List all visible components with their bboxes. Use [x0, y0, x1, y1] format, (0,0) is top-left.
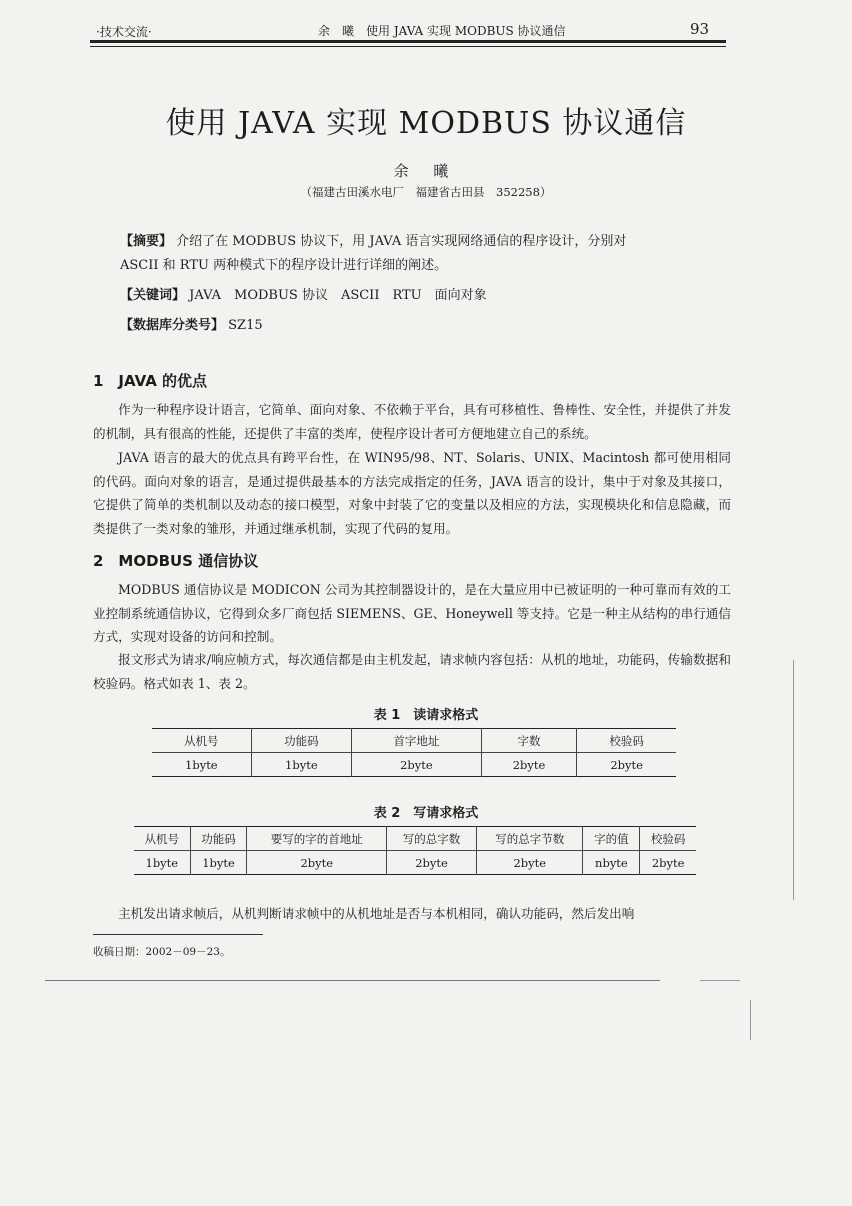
- running-title: 余 曦 使用 JAVA 实现 MODBUS 协议通信: [318, 24, 566, 38]
- section-heading: 2 MODBUS 通信协议: [93, 552, 259, 570]
- classification-text: SZ15: [228, 318, 263, 333]
- table-header-cell: 功能码: [190, 827, 247, 851]
- page-number: 93: [690, 20, 710, 38]
- table-header-cell: 校验码: [640, 827, 696, 851]
- table-cell: 1byte: [152, 753, 251, 777]
- classification: [120, 314, 263, 333]
- table-row: [152, 753, 676, 777]
- table-header-cell: 写的总字数: [387, 827, 477, 851]
- scan-edge-line: [700, 980, 740, 981]
- paragraph: MODBUS 通信协议是 MODICON 公司为其控制器设计的，是在大量应用中已被证明的一种可靠而有效的工业控制系统通信协议，它得到众多厂商包括 SIEMENS、GE、Honeywell 等支持。它是一种主从结构的串行通信方式，实现对设备的访问和控制。: [93, 582, 731, 644]
- table-cell: 2byte: [352, 753, 482, 777]
- table-cell: 2byte: [481, 753, 577, 777]
- table-cell: 2byte: [247, 851, 387, 875]
- scan-edge-line: [45, 980, 660, 981]
- table-cell: nbyte: [583, 851, 640, 875]
- footnote: 收稿日期：2002－09－23。: [93, 946, 231, 958]
- keywords-label: 【关键词】: [120, 288, 186, 303]
- table-cell: 1byte: [134, 851, 190, 875]
- keywords: [120, 284, 487, 303]
- section-heading: 1 JAVA 的优点: [93, 372, 208, 390]
- abstract: [120, 230, 626, 249]
- abstract-text-line2: ASCII 和 RTU 两种模式下的程序设计进行详细的阐述。: [120, 258, 448, 273]
- paragraph: JAVA 语言的最大的优点具有跨平台性，在 WIN95/98、NT、Solaris、UNIX、Macintosh 都可使用相同的代码。面向对象的语言，是通过提供最基本的方法完成指定的任务，JAVA 语言的设计，集中于对象及其接口，它提供了简单的类机制以及动态的接口模型，对象中封装了它的变量以及相应的方法，实现模块化和信息隐藏，而类提供了一类对象的雏形，并通过继承机制，实现了代码的复用。: [93, 450, 731, 536]
- footnote-rule: [93, 934, 263, 935]
- header-rule-thin: [90, 46, 726, 47]
- table-cell: 1byte: [190, 851, 247, 875]
- table-cell: 2byte: [640, 851, 696, 875]
- table-cell: 2byte: [477, 851, 583, 875]
- article-title: 使用 JAVA 实现 MODBUS 协议通信: [165, 106, 687, 141]
- table-header-cell: 从机号: [152, 729, 251, 753]
- table-header-cell: 首字地址: [352, 729, 482, 753]
- table-cell: 2byte: [577, 753, 676, 777]
- header-rule-thick: [90, 40, 726, 43]
- author-affiliation: （福建古田溪水电厂 福建省古田县 352258）: [300, 185, 552, 199]
- scan-margin-mark: [793, 660, 794, 900]
- paragraph: 作为一种程序设计语言，它简单、面向对象、不依赖于平台，具有可移植性、鲁棒性、安全性，并提供了并发的机制，具有很高的性能，还提供了丰富的类库，使程序设计者可方便地建立自己的系统。: [93, 402, 731, 441]
- scan-margin-mark: [750, 1000, 751, 1040]
- table-cell: 1byte: [251, 753, 351, 777]
- table-header-row: [134, 827, 696, 851]
- table-header-cell: 校验码: [577, 729, 676, 753]
- paragraph: 主机发出请求帧后，从机判断请求帧中的从机地址是否与本机相同，确认功能码，然后发出响: [118, 906, 635, 921]
- table1-caption: 表 1 读请求格式: [373, 708, 479, 723]
- table2: [134, 826, 696, 875]
- column-label: ·技术交流·: [96, 25, 152, 39]
- article-author: 余 曦: [393, 162, 459, 180]
- table-header-row: [152, 729, 676, 753]
- abstract-label: 【摘要】: [120, 234, 173, 249]
- table2-caption: 表 2 写请求格式: [373, 806, 479, 821]
- keywords-text: JAVA MODBUS 协议 ASCII RTU 面向对象: [189, 288, 487, 303]
- table1: [152, 728, 676, 777]
- table-header-cell: 功能码: [251, 729, 351, 753]
- table-row: [134, 851, 696, 875]
- table-header-cell: 从机号: [134, 827, 190, 851]
- abstract-text-line1: 介绍了在 MODBUS 协议下，用 JAVA 语言实现网络通信的程序设计，分别对: [176, 234, 627, 249]
- table-header-cell: 写的总字节数: [477, 827, 583, 851]
- classification-label: 【数据库分类号】: [120, 318, 225, 333]
- paragraph: 报文形式为请求/响应帧方式，每次通信都是由主机发起，请求帧内容包括：从机的地址，功能码，传输数据和校验码。格式如表 1、表 2。: [93, 652, 731, 691]
- table-header-cell: 字数: [481, 729, 577, 753]
- table-header-cell: 字的值: [583, 827, 640, 851]
- table-header-cell: 要写的字的首地址: [247, 827, 387, 851]
- table-cell: 2byte: [387, 851, 477, 875]
